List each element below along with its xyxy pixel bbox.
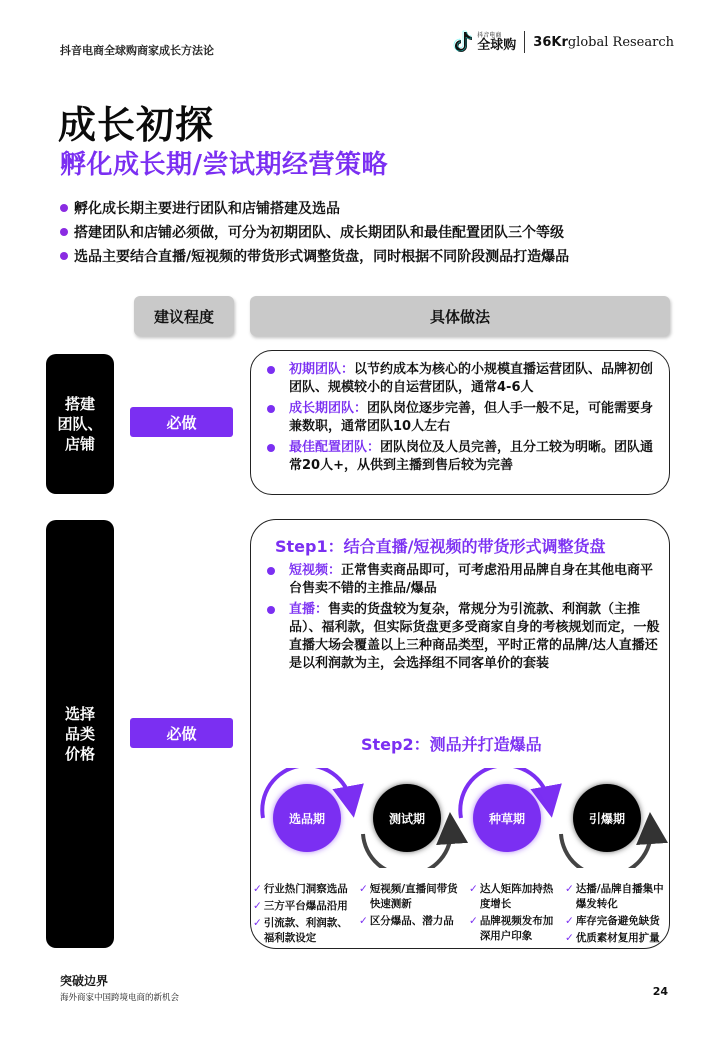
check-icon: ✓ bbox=[565, 932, 574, 944]
summary-bullet bbox=[60, 196, 569, 220]
step1-item bbox=[263, 562, 663, 598]
tiktok-note-icon bbox=[453, 30, 473, 54]
stage-seeding: 种草期 bbox=[473, 784, 541, 852]
stage-selection: 选品期 bbox=[273, 784, 341, 852]
document-header-title: 抖音电商全球购商家成长方法论 bbox=[60, 44, 214, 57]
stage-detail-column bbox=[469, 882, 561, 946]
product-selection-card bbox=[250, 519, 670, 949]
check-icon: ✓ bbox=[469, 915, 478, 927]
row-label-team-store bbox=[46, 354, 114, 494]
bullet-dot-icon bbox=[267, 405, 275, 413]
check-icon: ✓ bbox=[253, 900, 262, 912]
detail-item: ✓ 达播/品牌自播集中爆发转化 bbox=[565, 883, 664, 910]
step1-title: Step1：结合直播/短视频的带货形式调整货盘 bbox=[275, 537, 606, 556]
row-label-category-price bbox=[46, 520, 114, 948]
bullet-dot-icon bbox=[267, 567, 275, 575]
check-icon: ✓ bbox=[359, 915, 368, 927]
detail-item: ✓ 品牌视频发布加深用户印象 bbox=[469, 915, 554, 942]
item-text: 售卖的货盘较为复杂，常规分为引流款、利润款（主推品）、福利款，但实际货盘更多受商家自身的考核规划而定，一般直播大场会覆盖以上三种商品类型，平时正常的品牌/达人直播还是以利润款为主，会选择组不同客单价的套装 bbox=[289, 602, 660, 671]
detail-item: ✓ 优质素材复用扩量 bbox=[565, 932, 660, 944]
column-header-practice: 具体做法 bbox=[250, 296, 670, 336]
column-header-level: 建议程度 bbox=[134, 296, 234, 336]
row-label-text: 选择 品类 价格 bbox=[64, 705, 95, 763]
item-label: 短视频： bbox=[289, 563, 342, 578]
logo-big-text: 全球购 bbox=[477, 37, 517, 53]
summary-bullet bbox=[60, 220, 569, 244]
footer-title: 突破边界 bbox=[60, 974, 109, 988]
summary-bullets bbox=[60, 196, 569, 268]
bullet-dot-icon bbox=[60, 228, 68, 236]
douyin-global-logo bbox=[453, 30, 516, 54]
stage-testing: 测试期 bbox=[373, 784, 441, 852]
check-icon: ✓ bbox=[253, 883, 262, 895]
detail-item: ✓ 达人矩阵加持热度增长 bbox=[469, 883, 554, 910]
team-practice-card bbox=[250, 350, 670, 495]
team-level-item bbox=[263, 361, 657, 397]
step1-items bbox=[263, 562, 663, 676]
check-icon: ✓ bbox=[565, 915, 574, 927]
bullet-dot-icon bbox=[267, 606, 275, 614]
item-label: 最佳配置团队： bbox=[289, 440, 381, 455]
detail-item: ✓ 库存完备避免缺货 bbox=[565, 915, 660, 927]
bullet-dot-icon bbox=[267, 366, 275, 374]
item-text: 团队岗位逐步完善，但人手一般不足，可能需要身兼数职，通常团队10人左右 bbox=[289, 401, 654, 434]
team-level-item bbox=[263, 400, 657, 436]
bullet-dot-icon bbox=[267, 444, 275, 452]
check-icon: ✓ bbox=[253, 917, 262, 929]
item-label: 成长期团队： bbox=[289, 401, 368, 416]
stage-detail-column bbox=[565, 882, 669, 948]
check-icon: ✓ bbox=[469, 883, 478, 895]
item-label: 初期团队： bbox=[289, 362, 355, 377]
page-title: 成长初探 bbox=[58, 103, 215, 147]
research-prefix: 36Kr bbox=[533, 34, 568, 50]
bullet-text: 搭建团队和店铺必须做，可分为初期团队、成长期团队和最佳配置团队三个等级 bbox=[74, 225, 564, 241]
logo-divider bbox=[524, 31, 525, 53]
check-icon: ✓ bbox=[359, 883, 368, 895]
team-level-item bbox=[263, 439, 657, 475]
research-name: global Research bbox=[567, 34, 674, 50]
stage-detail-column bbox=[359, 882, 459, 931]
detail-item: ✓ 引流款、利润款、福利款设定 bbox=[253, 917, 348, 944]
footer-subtitle: 海外商家中国跨境电商的新机会 bbox=[60, 993, 180, 1003]
item-label: 直播： bbox=[289, 602, 329, 617]
stage-explosion: 引爆期 bbox=[573, 784, 641, 852]
bullet-text: 选品主要结合直播/短视频的带货形式调整货盘，同时根据不同阶段测品打造爆品 bbox=[74, 249, 570, 265]
stage-detail-column bbox=[253, 882, 353, 948]
step1-item bbox=[263, 601, 663, 673]
must-do-badge: 必做 bbox=[130, 718, 233, 748]
check-icon: ✓ bbox=[565, 883, 574, 895]
research-logo bbox=[533, 35, 674, 50]
stage-flow bbox=[251, 768, 671, 868]
item-text: 团队岗位及人员完善，且分工较为明晰。团队通常20人+，从供到主播到售后较为完善 bbox=[289, 440, 654, 473]
bullet-text: 孵化成长期主要进行团队和店铺搭建及选品 bbox=[74, 201, 340, 217]
must-do-badge: 必做 bbox=[130, 407, 233, 437]
bullet-dot-icon bbox=[60, 204, 68, 212]
item-text: 以节约成本为核心的小规模直播运营团队、品牌初创团队、规模较小的自运营团队，通常4-6人 bbox=[289, 362, 654, 395]
page-number: 24 bbox=[652, 985, 668, 998]
detail-item: ✓ 行业热门洞察选品 bbox=[253, 883, 348, 895]
summary-bullet bbox=[60, 244, 569, 268]
detail-item: ✓ 三方平台爆品沿用 bbox=[253, 900, 348, 912]
detail-item: ✓ 区分爆品、潜力品 bbox=[359, 915, 454, 927]
logo-small-text: 抖音电商 bbox=[477, 31, 502, 39]
detail-item: ✓ 短视频/直播间带货快速测新 bbox=[359, 883, 458, 910]
page-subtitle: 孵化成长期/尝试期经营策略 bbox=[60, 150, 388, 180]
row-label-text: 搭建 团队、 店铺 bbox=[57, 395, 103, 453]
brand-logos bbox=[453, 30, 674, 54]
step2-title: Step2：测品并打造爆品 bbox=[361, 735, 542, 754]
item-text: 正常售卖商品即可，可考虑沿用品牌自身在其他电商平台售卖不错的主推品/爆品 bbox=[289, 563, 654, 596]
bullet-dot-icon bbox=[60, 252, 68, 260]
